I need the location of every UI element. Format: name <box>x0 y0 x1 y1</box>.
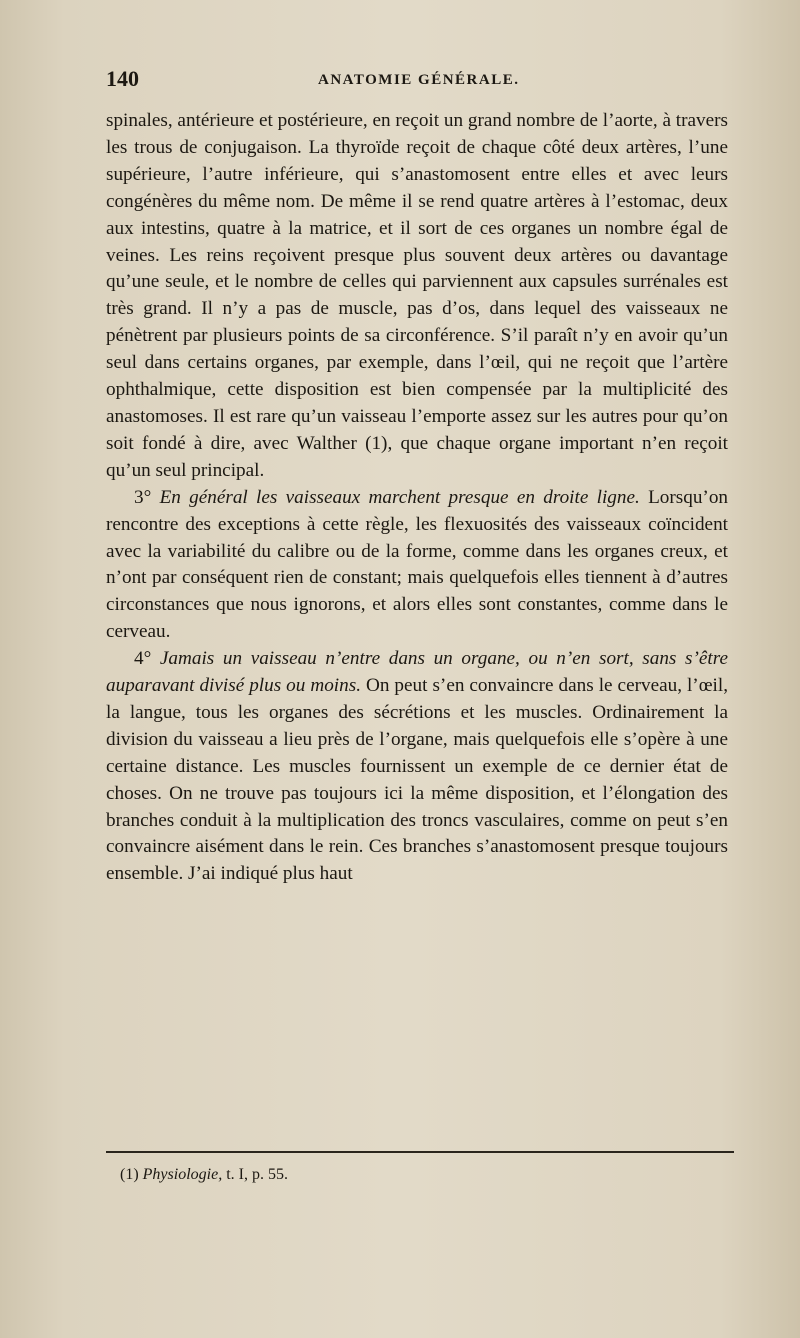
paragraph-2-number: 3° <box>134 486 152 508</box>
page-header <box>106 66 726 96</box>
paragraph-3 <box>106 646 728 888</box>
paragraph-2 <box>106 485 728 646</box>
running-head: ANATOMIE GÉNÉRALE. <box>318 72 520 88</box>
paragraph-3-number: 4° <box>134 648 152 670</box>
paragraph-1 <box>106 108 728 485</box>
footnote <box>120 1166 288 1184</box>
footnote-source: Physiologie, <box>142 1166 223 1183</box>
footnote-marker: (1) <box>120 1166 139 1183</box>
paragraph-3-text: On peut s’en convaincre dans le cerveau, l’œil, la langue, tous les organes des sécrétions et les muscles. Ordinairement la division du vaisseau a lieu près de l’organe, mais quelquefois elle s’opère à une certaine distance. Les muscles fournissent un exemple de ce dernier état de choses. On ne trouve pas toujours ici la même disposition, et l’élongation des branches conduit à la multiplication des troncs vasculaires, comme on peut s’en convaincre aisément dans le rein. Ces branches s’anastomosent presque toujours ensemble. J’ai indiqué plus haut <box>106 675 729 885</box>
paragraph-1-text: spinales, antérieure et postérieure, en reçoit un grand nombre de l’aorte, à travers les trous de conjugaison. La thyroïde reçoit de chaque côté deux artères, l’une supérieure, l’autre inférieure, qui s’anastomosent entre elles et avec leurs congénères du même nom. De même il se rend quatre artères à l’estomac, deux aux intestins, quatre à la matrice, et il sort de ces organes un nombre égal de veines. Les reins reçoivent presque plus souvent deux artères ou davantage qu’une seule, et le nombre de celles qui parviennent aux capsules surrénales est très grand. Il n’y a pas de muscle, pas d’os, dans lequel des vaisseaux ne pénètrent par plusieurs points de sa circonférence. S’il paraît n’y en avoir qu’un seul dans certains organes, par exemple, dans l’œil, qui ne reçoit que l’artère ophthalmique, cette disposition est bien compensée par la multiplicité des anastomoses. Il est rare qu’un vaisseau l’emporte assez sur les autres pour qu’on soit fondé à dire, avec Walther (1), que chaque organe important n’en reçoit qu’un seul principal. <box>106 110 728 481</box>
footnote-reference: t. I, p. 55. <box>226 1166 288 1183</box>
paragraph-3-heading: Jamais un vaisseau n’entre dans un organe, ou n’en sort, sans s’être auparavant divisé plus ou moins. <box>106 648 728 697</box>
paragraph-2-text: Lorsqu’on rencontre des exceptions à cette règle, les flexuosités des vaisseaux coïncident avec la variabilité du calibre ou de la forme, comme dans les organes creux, et n’ont par conséquent rien de constant; mais quelquefois elles tiennent à d’autres circonstances que nous ignorons, et alors elles sont constantes, comme dans le cerveau. <box>106 486 729 643</box>
body-text <box>106 108 728 888</box>
footnote-divider <box>106 1151 734 1153</box>
page-number: 140 <box>106 66 139 91</box>
paragraph-2-heading: En général les vaisseaux marchent presque en droite ligne. <box>159 486 640 508</box>
